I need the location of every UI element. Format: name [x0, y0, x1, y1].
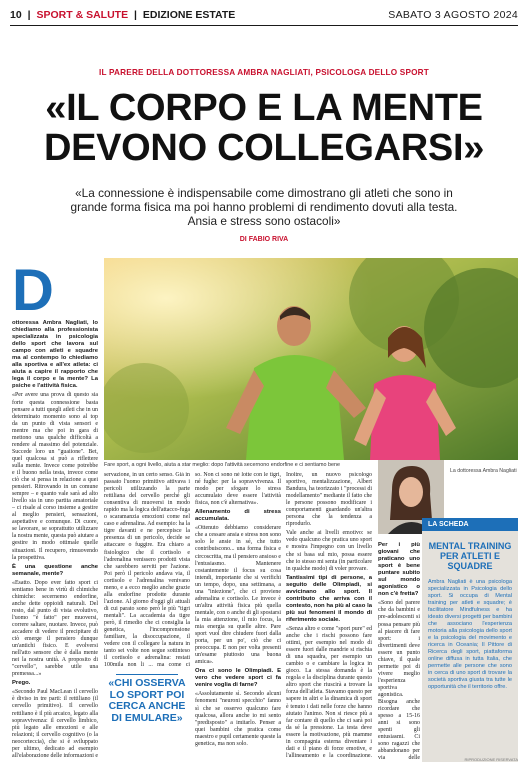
runners-photo: [104, 258, 518, 460]
paragraph: «Assolutamente sì. Secondo alcuni fenomeni "neuroni specchio" fanno sì che se osservo qualcuno fare qualcosa, allora anche io mi sento "predisposto" a imitarlo. Penser a quei bambini che pratica come maestro e pupil certamente queste la genetica, ma non solo.: [195, 691, 281, 747]
question: Allenamento di stress accumulata.: [195, 509, 281, 523]
paragraph: Vale anche ai livelli emotivo: se vedo qualcuno che pratica uno sport e mostra l'impegno con un livello che si basa sul mio, possa essere che io stesso mi senta (in particolare in qualche modo) di voler provare.: [286, 530, 372, 572]
paragraph: so. Non ci sono né lotte con le tigri, né fughe: per la sopravvivenza. Il modo per sfogare lo stress accumulato deve essere l'attività fisica, non c'è alternativa».: [195, 472, 281, 507]
pull-quote: [104, 672, 190, 724]
sidebar-title: MENTAL TRAINING PER ATLETI E SQUADRE: [428, 541, 512, 571]
headline-line-2: DEVONO COLLEGARSI»: [43, 127, 485, 169]
paragraph: «Esatto. Dopo ever fatto sport ci sentiamo bene in virtù di chimiche chimiche: secernemo endorfine, anche dette oppioidi naturali. Del resto, dal punto di vista evolutivo, l'uomo "è fatto" per muoversi, correre saltare, nuotare. Invece, può accadere di vedere il precipitare di ciò emerge il pensiero dunque un'antichi fisico. E evolversi nell'atto sensore che è dalla mente nei la nostra unità. A proposito di "cervello", sarebbe utile una premessa...»: [12, 579, 98, 678]
paragraph: «Ottenuto debbiamo considerare che a cessare ansia e stress non sono solo le ansie in sé, che tutto contribuiscono... una forma fisica e circoscritta, ma il pensiero ansioso e l'entusiasmo. Mantenere costantemente il focus su cosa intendi, importante che si verifichi un tempo, dopo, una settimana, a una "iniezione", che ci proviene adrenalina e cortisolo. Le invece è un'altra attività fisica più quella mentale, con o anche di gli spostarsi la mia attenzione, il mio focus, la mia energia su quelle altre. Pare sport vuol dire chiudere fuori dalla porta, per un po', ciò che ci preoccupa. E non per volta presenti un'esame piuttosto una buona amica».: [195, 525, 281, 666]
question: Ora ci sono le Olimpiadi. E vero che vedere sport ci fa venire voglia di farne?: [195, 668, 281, 689]
page-number: 10: [10, 8, 22, 21]
column-3: [195, 472, 281, 760]
edition-name: EDIZIONE ESTATE: [142, 8, 236, 21]
photo-caption: Fare sport, a ogni livello, aiuta a star meglio: dopo l'attività secernono endorfine e ci sentiamo bene: [104, 462, 340, 468]
paragraph: «Secondo Paul MacLean il cervello è diviso in tre parti: il rettiliano (il cervello primitivo). Il cervello rettiliano è il più arcaico, legato alla sopravvivenza: il cervello limbico, più legato alle emozioni e alle relazioni; il cervello cognitivo (o la neocorteccia), che si è sviluppato per ultimo, dedicato ad esempio all'elaborazione delle informazioni e: [12, 689, 98, 759]
column-2: [104, 472, 190, 668]
paragraph: «Per avere una prova di questo sia forte questa connessione basta pensare a tutti quegli atleti che in un determinato momento sono al top da un punto di vista sensori e mentre ma che poi in gara di mettono una qualche difficoltà a rendere al massimo del potenziale. Succede loro un "guaiione". Bet, quel qualcosa si può a riflettere sulla mente. Invece come potrebbe e il buono nella testa, invece come ciò che si pensa in relazione a quei pensieri. Ritrovando in un comune sempre – e quanto vale sarà ad alto livello sia in uno partita amatoriale – ci risale al corso insieme a gestire al meglio pensieri, sensazioni, aspettative e comunque. Di cuore, se lavorare, se soprattutto utilizzare la nostra mente, questa può aiutare a gestire in modo ottimale quelle situazioni. Il recupero, rimuovendo la prospettiva.: [12, 392, 98, 561]
info-sidebar: [422, 518, 518, 762]
drop-cap: D: [12, 258, 54, 323]
copyright-note: RIPRODUZIONE RISERVATA: [464, 757, 518, 762]
runners-illustration: [104, 258, 518, 460]
paragraph: servazione, in un certo senso. Già in passato l'uomo primitivo attivava i pericoli utilizzando la parte rettiliana del cervello perché gli consentiva di muoversi in modo rapido ma la logica dell'attacco-fuga o scaramanzia emozioni come nel caso e adrenalina. Ad esempio: ha la tigre davanti e ne percepisce la presenza di un pericolo, decide se attaccare o fuggire. Era chiaro a fisiologico che il cortisolo e l'adrenalina venissero prodotti vista che sarebbero serviti per l'azione. Poi però il pericolo andava via, il cortisolo e l'adrenalina venivano meno, e a ecco meglio anche grazie alla endorfine prodotte durante l'azione. Al giorno d'oggi gli attuali di cui parato sono però le più "tigri mentali". La accademia da tigre però, il rimedio che ci consiglia la genetica, l'incomprensione familiare, la disoccupazione, il vedere con il collegare la natura in tanto sei volte non segue sottinteso il cortisolo e adrenalina: restati 100mila non li ... ma come ci: [104, 472, 190, 668]
section-name: SPORT & SALUTE: [36, 8, 129, 21]
question: Prego.: [12, 680, 31, 687]
question: Per i più giovani che praticano uno sport è bene puntare subito sul mondo agonistico o non c'è fretta?: [378, 542, 420, 598]
pull-quote-text: «CHI OSSERVA LO SPORT POI CERCA ANCHE DI EMULARE»: [108, 677, 186, 724]
question: È una questione anche semanale, mente?: [12, 563, 98, 577]
sidebar-text: Ambra Nagliati è una psicologa specializzata in Psicologia dello sport. Si occupa di Mental training per atleti e squadre; è facilitatore Mindfulness e ha ideato diversi progetti per bambini che associano l'esperienza motoria alla psicologia dello sport e la psicologia del movimento e ricerca in Oceania; Il Pittore di Ricerca degli sport, piattaforma online diffusa in tutta Italia, che permette alle persone che sono in cerca di uno sport di trovare la società sportiva giusta tra tutte le opportunità che il territorio offre.: [428, 579, 512, 690]
headline-line-1: «IL CORPO E LA MENTE: [45, 87, 483, 129]
column-4: [286, 472, 372, 760]
byline: DI FABIO RIVA: [239, 236, 289, 243]
paragraph: ottoressa Ambra Nagliati, lo chiediamo alla professionista specializzata in psicologia dello sport che lavora sul campo con atleti e squadre ma al contempo lo chiediamo alla sportiva e all'ex atleta: ci aiuta a capire il rapporto che lega il corpo e la mente? La psiche e l'attività fisica.: [12, 320, 98, 390]
column-1: [12, 320, 98, 760]
paragraph: «Senza altro e come "sport pure" ed anche che i rischi possono fare ottimi, per esempio nel modo di essere fuori dalle mandrie si rischia di una squadra, per esempio un cambio o e cambiare la logica in gioco. La stessa domanda è la regola e la disciplina durante questo altro sport che riuscirà a trovare la forza dell'atleta. Stavamo questo per sapere in altri e la dinamica di sport è tenuto i dati nelle forze che hanno aiutato l'animo. Non si riesce più a far contare di quello che ci sarà poi da sé la pressione. La testa deve essere la motivazione, più mamme in compagnia esterna diventare i dati e il piano di forze emotive, e l'allineamento e la coordinazione.: [286, 625, 372, 759]
page-header: [10, 4, 518, 26]
column-five: [378, 540, 420, 760]
headline: [0, 88, 528, 168]
article-kicker: IL PARERE DELLA DOTTORESSA AMBRA NAGLIATI, PSICOLOGA DELLO SPORT: [99, 68, 429, 77]
standfirst: «La connessione è indispensabile come dimostrano gli atleti che sono in grande forma fisica ma poi hanno problemi di rendimento dovuti alla testa. Ansia e stress sono ostacoli»: [70, 186, 458, 228]
paragraph: «Sono del parere che da bambini e pre-adolescenti si possa pensare più al piacere di fare sport: i divertimenti deve essere un punto chiave, il quale permette poi di vivere meglio l'esperienza sportiva agonistica. Bisogna anche ricordare che spesso a 15-16 anni si sono spenti gli entusiasmi. Ci sono ragazzi che abbandonano per via delle: [378, 600, 420, 760]
question: Tantissimi tipi di persone, a seguito delle Olimpiadi, si avvicinano allo sport. Il contributo che arriva con il contesto, non ha più al caso la più sui fenomeni il mondo di riferimento sociale.: [286, 574, 372, 623]
issue-date: SABATO 3 AGOSTO 2024: [388, 8, 518, 21]
portrait-caption: La dottoressa Ambra Nagliati: [450, 468, 517, 474]
sidebar-tag: LA SCHEDA: [422, 518, 518, 531]
header-left: 10 | SPORT & SALUTE | EDIZIONE ESTATE: [10, 8, 236, 21]
paragraph: Inoltre, un nuovo psicologo sportivo, mentalizzazione, Albert Bandura, ha teorizzato i "processi di modellamento" mediante il fatto che le persone possono modificare i comportamenti guardando un'altra persona che la tendenza a riprodurlo.: [286, 472, 372, 528]
